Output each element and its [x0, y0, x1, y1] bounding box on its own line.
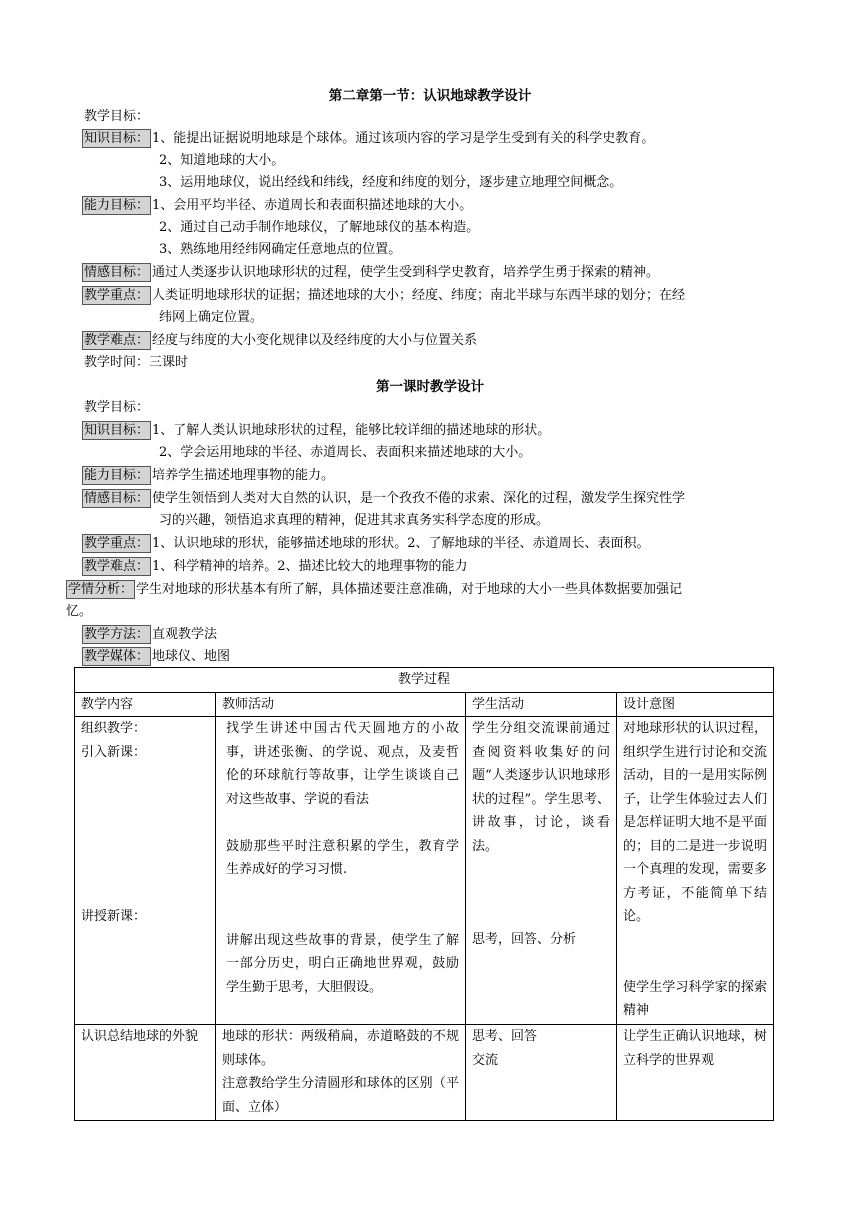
teaching-method-text: 直观教学法	[152, 627, 218, 642]
row1-student-cell	[466, 717, 617, 1025]
row1-student-text-1: 学生分组交流课前通过查阅资料收集好的问题“人类逐步认识地球形状的过程”。学生思考、讲故事，讨论，谈看法。	[472, 721, 610, 854]
row1-teacher-text-2: 鼓励那些平时注意积累的学生，教育学生养成好的学习习惯.	[226, 838, 459, 877]
row1-teacher-text-3: 讲解出现这些故事的背景，使学生了解一部分历史，明白正确地世界观，鼓励学生勤于思考，大胆假设。	[226, 932, 459, 995]
key-point-text-2: 纬网上确定位置。	[159, 310, 264, 325]
lesson-key-label: 教学重点：	[84, 536, 150, 551]
lesson-one-title: 第一课时教学设计	[376, 379, 484, 395]
teaching-method-label: 教学方法：	[84, 627, 150, 642]
header-teacher: 教师活动	[216, 692, 466, 717]
teaching-process-table	[74, 667, 774, 1121]
lesson-knowledge-item-2: 2、学会运用地球的半径、赤道周长、表面积来描述地球的大小。	[159, 445, 532, 460]
row1-teacher-cell	[216, 717, 466, 1025]
row2-teacher-text-1: 地球的形状：两级稍扁，赤道略鼓的不规则球体。	[222, 1029, 459, 1068]
lesson-emotion-row	[82, 488, 685, 510]
header-content: 教学内容	[75, 692, 216, 717]
lesson-emotion-text-1: 使学生领悟到人类对大自然的认识，是一个孜孜不倦的求索、深化的过程，激发学生探究性学	[152, 491, 686, 506]
ability-goal-item-2: 2、通过自己动手制作地球仪，了解地球仪的基本构造。	[159, 220, 480, 235]
lesson-emotion-label: 情感目标：	[84, 491, 150, 506]
student-analysis-text-1: 学生对地球的形状基本有所了解，具体描述要注意准确，对于地球的大小一些具体数据要加强记	[136, 582, 683, 597]
lesson-key-row	[82, 533, 650, 555]
emotion-goal-text: 通过人类逐步认识地球形状的过程，使学生受到科学史教育，培养学生勇于探索的精神。	[152, 265, 660, 280]
student-analysis-text-2: 忆。	[66, 604, 93, 619]
knowledge-goal-label: 知识目标：	[84, 131, 150, 146]
row1-content-teach: 讲授新课：	[81, 909, 147, 924]
teaching-time: 教学时间：三课时	[84, 355, 189, 370]
difficulty-row	[82, 330, 477, 352]
row1-intent-text-2: 使学生学习科学家的探索精神	[623, 979, 768, 1018]
lesson-emotion-text-2: 习的兴趣，领悟追求真理的精神，促进其求真务实科学态度的形成。	[159, 513, 550, 528]
table-row	[75, 717, 774, 1025]
row2-content-text: 认识总结地球的外貌	[81, 1029, 199, 1044]
row2-content-cell	[75, 1025, 216, 1121]
row2-student-text-2: 交流	[472, 1052, 499, 1068]
teaching-media-row	[82, 646, 230, 668]
student-analysis-row	[66, 579, 682, 601]
knowledge-goal-row	[82, 128, 654, 150]
row1-teacher-text-1: 找学生讲述中国古代天圆地方的小故事，讲述张衡、的学说、观点，及麦哲伦的环球航行等故事，让学生谈谈自己对这些故事、学说的看法	[226, 721, 459, 807]
key-point-text-1: 人类证明地球形状的证据；描述地球的大小；经度、纬度；南北半球与东西半球的划分；在经	[152, 288, 686, 303]
lesson-difficulty-text: 1、科学精神的培养。2、描述比较大的地理事物的能力	[152, 559, 468, 574]
lesson-ability-row	[82, 465, 334, 487]
lesson-knowledge-item-1: 1、了解人类认识地球形状的过程，能够比较详细的描述地球的形状。	[152, 423, 551, 438]
ability-goal-row	[82, 195, 472, 217]
knowledge-goal-item-1: 1、能提出证据说明地球是个球体。通过该项内容的学习是学生受到有关的科学史教育。	[152, 131, 655, 146]
row2-teacher-text-2: 注意教给学生分清圆形和球体的区别（平面、立体）	[222, 1076, 459, 1115]
lesson-key-text: 1、认识地球的形状，能够描述地球的形状。2、了解地球的半径、赤道周长、表面积。	[152, 536, 650, 551]
student-analysis-label: 学情分析：	[68, 582, 134, 597]
lesson-difficulty-label: 教学难点：	[84, 559, 150, 574]
teaching-method-row	[82, 624, 217, 646]
row2-student-cell	[466, 1025, 617, 1121]
key-point-row	[82, 285, 685, 307]
emotion-goal-label: 情感目标：	[84, 265, 150, 280]
knowledge-goal-item-3: 3、运用地球仪，说出经线和纬线，经度和纬度的划分，逐步建立地理空间概念。	[159, 175, 623, 190]
lesson-knowledge-row	[82, 420, 550, 442]
row1-content-organize: 组织教学：	[81, 721, 147, 736]
lesson-knowledge-label: 知识目标：	[84, 423, 150, 438]
row2-intent-cell	[617, 1025, 774, 1121]
difficulty-text: 经度与纬度的大小变化规律以及经纬度的大小与位置关系	[152, 333, 478, 348]
table-row	[75, 1025, 774, 1121]
table-header-row	[75, 692, 774, 717]
lesson-ability-text: 培养学生描述地理事物的能力。	[152, 468, 335, 483]
lesson-difficulty-row	[82, 556, 468, 578]
document-title: 第二章第一节：认识地球教学设计	[328, 88, 532, 104]
ability-goal-item-1: 1、会用平均半径、赤道周长和表面积描述地球的大小。	[152, 198, 473, 213]
emotion-goal-row	[82, 262, 659, 284]
row2-student-text-1: 思考、回答	[472, 1029, 538, 1044]
ability-goal-label: 能力目标：	[84, 198, 150, 213]
lesson-goal-heading: 教学目标：	[84, 400, 150, 415]
ability-goal-item-3: 3、熟练地用经纬网确定任意地点的位置。	[159, 242, 402, 257]
teaching-goal-heading: 教学目标：	[84, 109, 150, 124]
table-caption: 教学过程	[75, 668, 774, 693]
lesson-ability-label: 能力目标：	[84, 468, 150, 483]
row1-intent-text-1: 对地球形状的认识过程，组织学生进行讨论和交流活动，目的一是用实际例子，让学生体验过去人们是怎样证明大地不是平面的；目的二是进一步说明一个真理的发现，需要多方考证，不能简单下结论。	[623, 721, 768, 924]
row2-teacher-cell	[216, 1025, 466, 1121]
header-student: 学生活动	[466, 692, 617, 717]
row2-intent-text: 让学生正确认识地球，树立科学的世界观	[623, 1029, 768, 1068]
row1-student-text-2: 思考，回答、分析	[472, 932, 577, 947]
knowledge-goal-item-2: 2、知道地球的大小。	[159, 153, 285, 168]
teaching-media-text: 地球仪、地图	[152, 649, 231, 664]
table-caption-row	[75, 668, 774, 693]
row1-content-intro: 引入新课：	[81, 744, 147, 760]
difficulty-label: 教学难点：	[84, 333, 150, 348]
teaching-media-label: 教学媒体：	[84, 649, 150, 664]
row1-intent-cell	[617, 717, 774, 1025]
header-intent: 设计意图	[617, 692, 774, 717]
row1-content-cell	[75, 717, 216, 1025]
key-point-label: 教学重点：	[84, 288, 150, 303]
